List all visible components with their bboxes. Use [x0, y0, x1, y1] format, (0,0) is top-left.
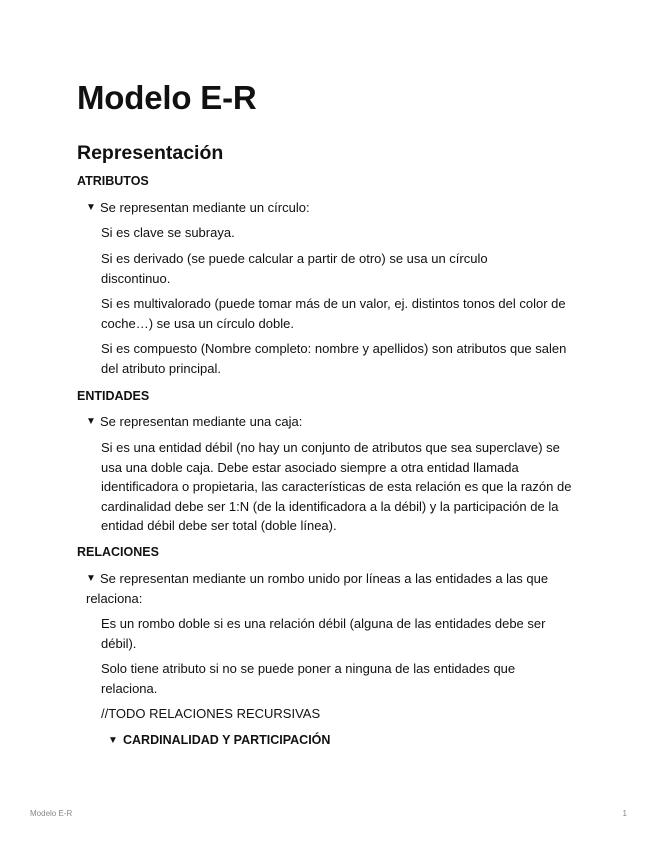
relaciones-item-atributo: Solo tiene atributo si no se puede poner a ninguna de las entidades que relaciona. — [101, 661, 516, 696]
page-title: Modelo E-R — [77, 79, 257, 116]
toggle-triangle-icon[interactable]: ▼ — [108, 735, 118, 746]
cardinalidad-toggle-text: CARDINALIDAD Y PARTICIPACIÓN — [123, 733, 331, 747]
atributos-item-multivalorado: Si es multivalorado (puede tomar más de un valor, ej. distintos tonos del color de coche…) se usa un círculo doble. — [101, 296, 566, 331]
atributos-item-clave: Si es clave se subraya. — [101, 225, 235, 240]
relaciones-toggle-text: Se representan mediante un rombo unido por líneas a las entidades a las que relaciona: — [86, 571, 549, 606]
atributos-item-compuesto: Si es compuesto (Nombre completo: nombre y apellidos) son atributos que salen del atributo principal. — [101, 341, 567, 376]
atributos-item-derivado: Si es derivado (se puede calcular a partir de otro) se usa un círculo discontinuo. — [101, 251, 488, 286]
entidades-label: ENTIDADES — [77, 389, 150, 403]
toggle-triangle-icon[interactable]: ▼ — [86, 416, 96, 427]
relaciones-label: RELACIONES — [77, 545, 159, 559]
atributos-toggle[interactable] — [86, 198, 566, 218]
entidades-item-debil: Si es una entidad débil (no hay un conjunto de atributos que sea superclave) se usa una doble caja. Debe estar asociado siempre a otra entidad llamada identificadora o propietaria, las características de esta relación es que la razón de cardinalidad debe ser 1:N (de la identificadora a la débil) y la participación de la entidad débil debe ser total (doble línea). — [101, 440, 572, 533]
toggle-triangle-icon[interactable]: ▼ — [86, 573, 96, 584]
footer-page-number: 1 — [622, 809, 627, 818]
entidades-toggle-text: Se representan mediante una caja: — [100, 414, 303, 429]
atributos-toggle-text: Se representan mediante un círculo: — [100, 200, 310, 215]
section-title: Representación — [77, 142, 224, 164]
toggle-triangle-icon[interactable]: ▼ — [86, 202, 96, 213]
footer-document-title: Modelo E-R — [30, 809, 73, 818]
cardinalidad-toggle[interactable] — [108, 731, 568, 750]
entidades-toggle[interactable] — [86, 412, 566, 432]
relaciones-item-rombo-doble: Es un rombo doble si es una relación débil (alguna de las entidades debe ser débil). — [101, 616, 546, 651]
relaciones-toggle[interactable] — [86, 569, 568, 608]
relaciones-item-todo: //TODO RELACIONES RECURSIVAS — [101, 706, 321, 721]
atributos-label: ATRIBUTOS — [77, 174, 149, 188]
